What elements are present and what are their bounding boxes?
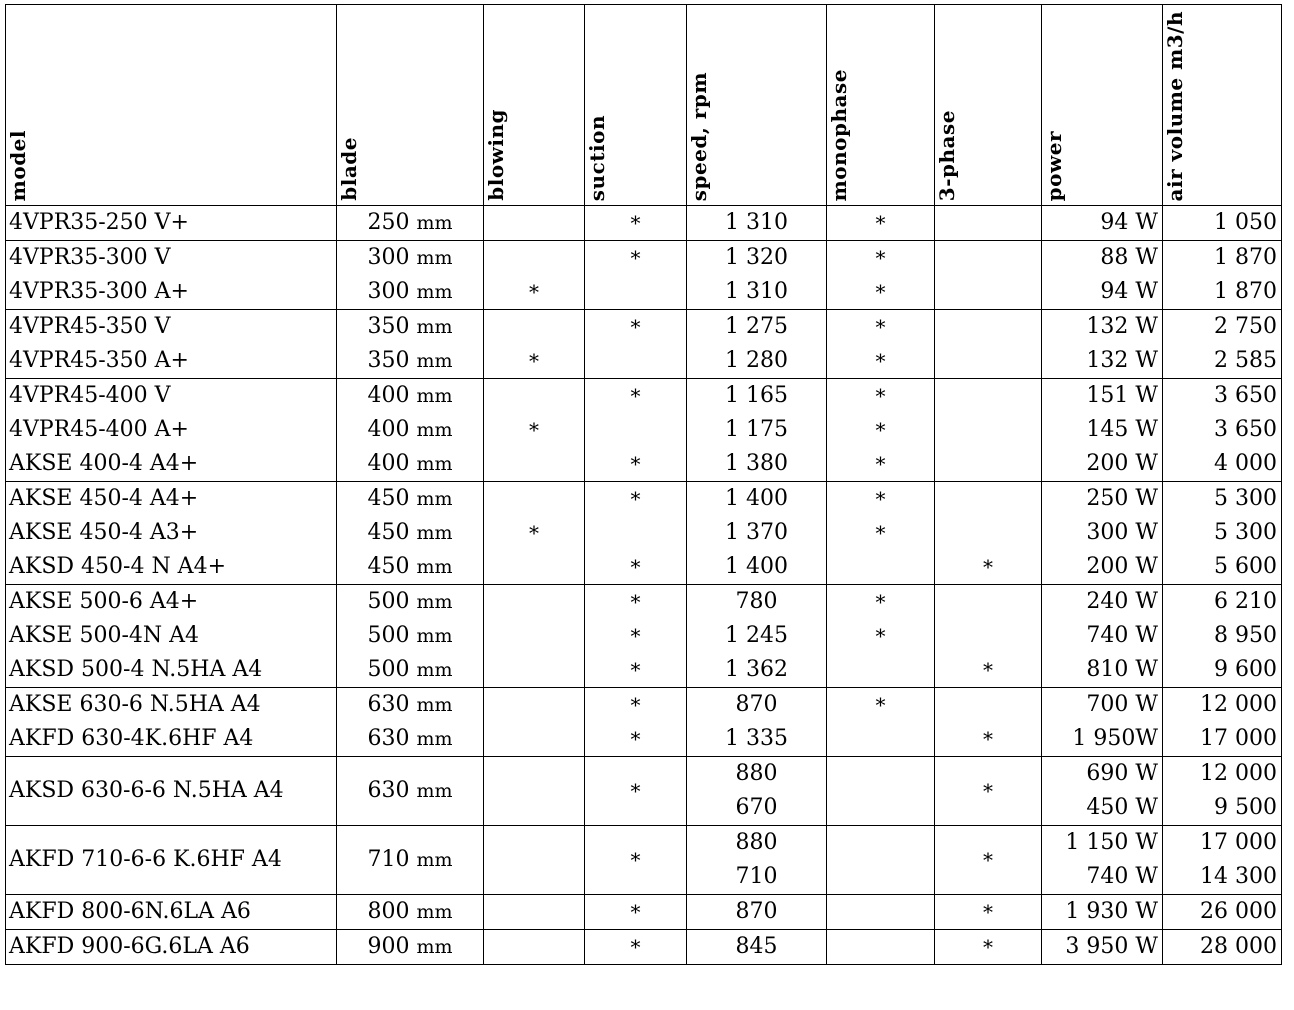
table-row [6,516,1282,550]
air-volume-cell: 5 600 [1163,550,1282,585]
monophase-cell: * [827,516,935,550]
blowing-cell [484,550,585,585]
blade-unit: mm [416,522,453,544]
air-volume-cell: 8 950 [1163,619,1282,653]
blade-value: 710 [367,847,410,872]
blade-value: 450 [367,486,410,511]
blade-unit: mm [416,936,453,958]
blade-cell [337,688,484,723]
model-cell: AKSE 500-6 A4+ [6,585,337,620]
blowing-cell: * [484,344,585,379]
speed-cell: 870 [687,895,827,930]
power-cell: 88 W [1042,241,1163,276]
monophase-cell [827,757,935,826]
air-volume-cell: 12 000 [1163,757,1282,792]
monophase-cell: * [827,206,935,241]
power-cell: 450 W [1042,791,1163,826]
power-cell: 151 W [1042,379,1163,414]
power-cell: 240 W [1042,585,1163,620]
suction-cell: * [585,206,687,241]
three-phase-cell: * [935,653,1042,688]
blowing-cell: * [484,516,585,550]
monophase-cell [827,653,935,688]
model-cell: AKSE 450-4 A4+ [6,482,337,517]
three-phase-cell: * [935,550,1042,585]
table-body [6,206,1282,965]
blade-value: 630 [367,692,410,717]
blowing-cell [484,722,585,757]
three-phase-cell: * [935,722,1042,757]
suction-cell: * [585,653,687,688]
suction-cell: * [585,722,687,757]
speed-cell: 1 165 [687,379,827,414]
power-cell: 200 W [1042,447,1163,482]
table-row [6,413,1282,447]
power-cell: 300 W [1042,516,1163,550]
power-cell: 1 150 W [1042,826,1163,861]
blade-cell [337,619,484,653]
blade-cell [337,653,484,688]
suction-cell: * [585,241,687,276]
power-cell: 810 W [1042,653,1163,688]
power-cell: 94 W [1042,206,1163,241]
blade-cell [337,344,484,379]
table-row [6,550,1282,585]
table-row [6,206,1282,241]
blade-unit: mm [416,556,453,578]
power-cell: 740 W [1042,860,1163,895]
header-power: power [1042,5,1163,206]
table-row [6,653,1282,688]
blade-value: 400 [367,451,410,476]
speed-cell: 1 175 [687,413,827,447]
blade-value: 250 [367,210,410,235]
power-cell: 1 950W [1042,722,1163,757]
blade-cell [337,722,484,757]
monophase-cell: * [827,344,935,379]
speed-cell: 1 335 [687,722,827,757]
monophase-cell: * [827,688,935,723]
blade-cell [337,241,484,276]
blade-unit: mm [416,488,453,510]
three-phase-cell [935,275,1042,310]
blade-cell [337,930,484,965]
header-speed: speed, rpm [687,5,827,206]
speed-cell: 1 275 [687,310,827,345]
blowing-cell [484,619,585,653]
monophase-cell: * [827,619,935,653]
speed-cell: 1 310 [687,206,827,241]
blowing-cell [484,482,585,517]
power-cell: 250 W [1042,482,1163,517]
model-cell: 4VPR45-350 V [6,310,337,345]
header-monophase: monophase [827,5,935,206]
model-cell: AKSD 450-4 N A4+ [6,550,337,585]
blade-unit: mm [416,728,453,750]
three-phase-cell [935,206,1042,241]
fan-spec-table [5,4,1282,965]
blade-value: 500 [367,623,410,648]
blade-value: 800 [367,899,410,924]
speed-cell: 1 370 [687,516,827,550]
blade-unit: mm [416,901,453,923]
header-row [6,5,1282,206]
three-phase-cell [935,585,1042,620]
air-volume-cell: 1 870 [1163,275,1282,310]
blade-unit: mm [416,419,453,441]
blade-value: 300 [367,279,410,304]
air-volume-cell: 2 750 [1163,310,1282,345]
table-row [6,688,1282,723]
blade-value: 450 [367,554,410,579]
blowing-cell [484,757,585,826]
table-row [6,722,1282,757]
blade-value: 400 [367,417,410,442]
blade-unit: mm [416,385,453,407]
table-row [6,585,1282,620]
air-volume-cell: 9 500 [1163,791,1282,826]
blade-value: 400 [367,383,410,408]
monophase-cell [827,550,935,585]
table-row [6,310,1282,345]
air-volume-cell: 12 000 [1163,688,1282,723]
air-volume-cell: 17 000 [1163,722,1282,757]
blowing-cell [484,206,585,241]
header-blade: blade [337,5,484,206]
blowing-cell [484,241,585,276]
speed-cell: 845 [687,930,827,965]
model-cell: AKSE 450-4 A3+ [6,516,337,550]
table-row [6,447,1282,482]
blowing-cell [484,585,585,620]
air-volume-cell: 5 300 [1163,516,1282,550]
model-cell: 4VPR35-300 V [6,241,337,276]
blowing-cell [484,930,585,965]
air-volume-cell: 9 600 [1163,653,1282,688]
speed-cell: 880 [687,757,827,792]
suction-cell: * [585,619,687,653]
header-three-phase: 3-phase [935,5,1042,206]
blade-unit: mm [416,281,453,303]
table-row [6,619,1282,653]
blade-cell [337,585,484,620]
air-volume-cell: 3 650 [1163,413,1282,447]
monophase-cell [827,722,935,757]
table-row [6,275,1282,310]
blade-unit: mm [416,350,453,372]
suction-cell: * [585,550,687,585]
suction-cell: * [585,310,687,345]
speed-cell: 1 400 [687,550,827,585]
suction-cell: * [585,447,687,482]
three-phase-cell: * [935,757,1042,826]
model-cell: 4VPR45-350 A+ [6,344,337,379]
speed-cell: 1 400 [687,482,827,517]
blade-unit: mm [416,780,453,802]
monophase-cell: * [827,447,935,482]
air-volume-cell: 2 585 [1163,344,1282,379]
three-phase-cell [935,447,1042,482]
model-cell: AKSE 400-4 A4+ [6,447,337,482]
model-cell: 4VPR45-400 A+ [6,413,337,447]
suction-cell: * [585,757,687,826]
air-volume-cell: 4 000 [1163,447,1282,482]
power-cell: 94 W [1042,275,1163,310]
blade-unit: mm [416,247,453,269]
air-volume-cell: 3 650 [1163,379,1282,414]
suction-cell: * [585,930,687,965]
three-phase-cell [935,482,1042,517]
monophase-cell: * [827,413,935,447]
blade-cell [337,275,484,310]
blade-unit: mm [416,625,453,647]
blade-unit: mm [416,212,453,234]
three-phase-cell [935,688,1042,723]
air-volume-cell: 1 870 [1163,241,1282,276]
speed-cell: 670 [687,791,827,826]
suction-cell: * [585,379,687,414]
monophase-cell [827,895,935,930]
three-phase-cell [935,516,1042,550]
model-cell: AKFD 800-6N.6LA A6 [6,895,337,930]
suction-cell: * [585,688,687,723]
three-phase-cell [935,379,1042,414]
suction-cell: * [585,482,687,517]
model-cell: AKFD 710-6-6 K.6HF A4 [6,826,337,895]
header-air-volume: air volume m3/h [1163,5,1282,206]
power-cell: 740 W [1042,619,1163,653]
air-volume-cell: 14 300 [1163,860,1282,895]
blowing-cell [484,688,585,723]
blowing-cell [484,653,585,688]
speed-cell: 780 [687,585,827,620]
blade-cell [337,757,484,826]
monophase-cell [827,930,935,965]
power-cell: 200 W [1042,550,1163,585]
air-volume-cell: 17 000 [1163,826,1282,861]
blade-cell [337,826,484,895]
blade-cell [337,895,484,930]
blade-unit: mm [416,316,453,338]
blade-cell [337,482,484,517]
table-row [6,895,1282,930]
blowing-cell [484,310,585,345]
power-cell: 1 930 W [1042,895,1163,930]
three-phase-cell: * [935,826,1042,895]
suction-cell: * [585,585,687,620]
blade-value: 350 [367,314,410,339]
model-cell: AKSD 500-4 N.5HA A4 [6,653,337,688]
blowing-cell [484,447,585,482]
blade-value: 350 [367,348,410,373]
model-cell: AKFD 900-6G.6LA A6 [6,930,337,965]
air-volume-cell: 5 300 [1163,482,1282,517]
power-cell: 700 W [1042,688,1163,723]
blade-value: 500 [367,589,410,614]
model-cell: AKFD 630-4K.6HF A4 [6,722,337,757]
header-suction: suction [585,5,687,206]
blade-cell [337,206,484,241]
table-row [6,482,1282,517]
air-volume-cell: 28 000 [1163,930,1282,965]
three-phase-cell: * [935,895,1042,930]
header-model: model [6,5,337,206]
blade-unit: mm [416,453,453,475]
blade-cell [337,516,484,550]
monophase-cell: * [827,482,935,517]
suction-cell [585,516,687,550]
table-row [6,241,1282,276]
monophase-cell: * [827,585,935,620]
model-cell: 4VPR35-250 V+ [6,206,337,241]
blade-value: 300 [367,245,410,270]
blade-value: 630 [367,778,410,803]
speed-cell: 1 245 [687,619,827,653]
power-cell: 145 W [1042,413,1163,447]
blowing-cell: * [484,275,585,310]
blade-cell [337,379,484,414]
power-cell: 690 W [1042,757,1163,792]
power-cell: 132 W [1042,344,1163,379]
blade-cell [337,310,484,345]
blowing-cell: * [484,413,585,447]
blade-value: 500 [367,657,410,682]
blowing-cell [484,379,585,414]
blade-cell [337,447,484,482]
model-cell: 4VPR35-300 A+ [6,275,337,310]
blade-cell [337,550,484,585]
blade-cell [337,413,484,447]
blade-unit: mm [416,849,453,871]
power-cell: 132 W [1042,310,1163,345]
model-cell: AKSE 500-4N A4 [6,619,337,653]
blade-value: 900 [367,934,410,959]
suction-cell [585,413,687,447]
table-row [6,757,1282,792]
speed-cell: 1 380 [687,447,827,482]
monophase-cell [827,826,935,895]
table-row [6,344,1282,379]
speed-cell: 870 [687,688,827,723]
blowing-cell [484,826,585,895]
speed-cell: 1 320 [687,241,827,276]
suction-cell [585,275,687,310]
air-volume-cell: 6 210 [1163,585,1282,620]
three-phase-cell [935,310,1042,345]
three-phase-cell: * [935,930,1042,965]
speed-cell: 1 280 [687,344,827,379]
blade-unit: mm [416,591,453,613]
three-phase-cell [935,241,1042,276]
speed-cell: 1 362 [687,653,827,688]
table-row [6,930,1282,965]
speed-cell: 710 [687,860,827,895]
monophase-cell: * [827,379,935,414]
table-row [6,379,1282,414]
suction-cell: * [585,895,687,930]
monophase-cell: * [827,241,935,276]
speed-cell: 880 [687,826,827,861]
blade-value: 450 [367,520,410,545]
model-cell: AKSD 630-6-6 N.5HA A4 [6,757,337,826]
speed-cell: 1 310 [687,275,827,310]
blade-unit: mm [416,659,453,681]
power-cell: 3 950 W [1042,930,1163,965]
monophase-cell: * [827,275,935,310]
model-cell: 4VPR45-400 V [6,379,337,414]
blade-value: 630 [367,726,410,751]
air-volume-cell: 1 050 [1163,206,1282,241]
three-phase-cell [935,413,1042,447]
suction-cell: * [585,826,687,895]
blade-unit: mm [416,694,453,716]
table-row [6,826,1282,861]
suction-cell [585,344,687,379]
monophase-cell: * [827,310,935,345]
three-phase-cell [935,619,1042,653]
three-phase-cell [935,344,1042,379]
header-blowing: blowing [484,5,585,206]
model-cell: AKSE 630-6 N.5HA A4 [6,688,337,723]
blowing-cell [484,895,585,930]
air-volume-cell: 26 000 [1163,895,1282,930]
